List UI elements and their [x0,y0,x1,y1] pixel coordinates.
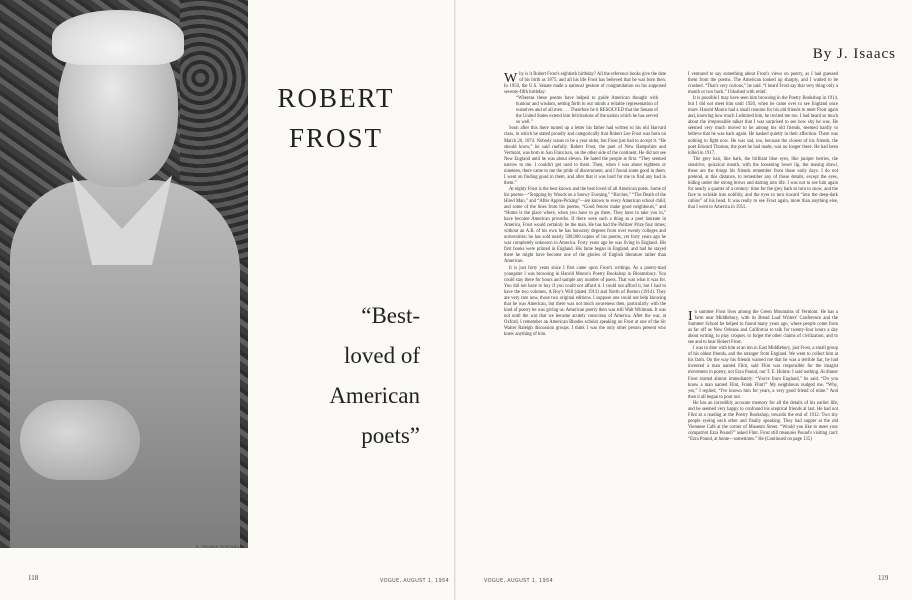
photo-credit: E. THOMAS MCKENNA [196,545,240,549]
article-column-1 [504,72,666,338]
paragraph: At eighty Frost is the best known and the best loved of all American poets. Some of his poems—“Stopping by Woods on a Snowy Evening,” “Birches,” “The Death of the Hired Man,” and “After Apple-Picking”—are known to every American school child, and some of the lines from his poems, “Good fences make good neighbours,” and “Home is the place where, when you have to go there, They have to take you in,” have become American proverbs. If there were such a thing as a poet laureate in America, Frost would certainly be the man. He has had the Pulitzer Prize four times; without an A.B. of his own he has honorary degrees from over twenty colleges and universities; he has sold nearly 500,000 copies of his poems, yet forty years ago he was completely unknown in America. Forty years ago he was living in England. His first books were printed in England. His fame began in England, and had he stayed there he might have become one of the glories of English literature rather than American. [504,186,666,265]
folio-left: VOGUE, AUGUST 1, 1954 [380,578,449,584]
page-number-left: 118 [28,574,39,582]
photo-hair [52,10,184,65]
headline [256,78,416,158]
paragraph: It is possible I may have seen him browsing in the Poetry Bookshop in 1914, but I did not meet him until 1920, when he came over to see England once more. Harold Monro had a small reunion for his old friends to meet Frost again and, knowing how much I admired him, he invited me too. I had heard so much about the irrepressible talker that I was surprised to see how shy he was. He seemed very much moved to be among his old friends, seemed hardly to believe that he was back again. He basked quietly in their affection. There was nothing to fight now. He was sad, too, because the closest of his friends, the poet Edward Thomas, the poet he had made, was no longer there. He had been killed in 1917. [688,96,838,156]
tagline-line: American [329,383,420,408]
tagline [286,296,420,456]
paragraph: He has an incredibly accurate memory for all the details of his earlier life, and he seemed very happy to confound his sceptical friends at last. He had not Flint at a reading at the Poetry Bookshop, towards the end of 1912. Two shy people eyeing each other and finally speaking. They had supper at the old Viennese Café at the corner of Museum Street. “Would you like to meet your compatriot Ezra Pound?” asked Flint. Frost still treasures Pound's visiting card: “Ezra Pound, at home—sometimes.” He (Continued on page 135) [688,400,838,442]
paragraph: I ventured to say something about Frost's views on poetry, as I had guessed them from the poems. The American looked up sharply, and I waited to be crushed. “That's very curious,” he said. “I heard Frost say that very thing only a month or two back.” I blushed with relief. [688,72,838,96]
page-number-right: 119 [878,574,889,582]
drop-cap: I [688,309,693,324]
drop-cap: W [504,71,518,86]
tagline-line: poets” [361,423,420,448]
paragraph: It is just forty years since I first came upon Frost's writings. As a poetry-mad youngster I was browsing in Harold Monro's Poetry Bookshop in Bloomsbury. You could stay there for hours and sample any number of poets. That was what it was for. You did not have to buy if you could not afford it. I could not afford it, but I had to have the two volumes, A Boy's Will (dated 1913) and North of Boston (1914). They are very rare now, those two original editions. I suppose one could not help knowing that he was American, but there was not much awareness then, particularly with the kind of poetry he was giving us. American poetry then was still Walt Whitman. It was not until the war that we became acutely conscious of America. After the war, at Oxford, I remember an American Rhodes scholar speaking on Frost at one of the Sir Walter Raleigh discussion groups. I think I was the only other person present who knew anything of him. [504,265,666,338]
paragraph: Why is it Robert Frost's eightieth birthday? All the reference books give the date of his birth as 1875, and all his life Frost has believed that he was born then. In 1950, the U.S. Senate made a national gesture of congratulation on his supposed seventy-fifth birthday: [504,71,666,96]
byline: By J. Isaacs [812,46,896,62]
paragraph: The grey hair, like bark, the brilliant blue eyes, like juniper berries, the sensitive, quizzical mouth, with the loosening lower lip, the teasing drawl, these are the things his friends remember from those early days. I do not pretend, at this distance, to remember any of those details, except the eyes, hiding under the strong brows and darting into life. I was not to see him again for nearly a quarter of a century: time for the grey bark to turn to snow, and the face to wrinkle into nobility, and the eyes to turn inward “into the deep-dark cabins” of his head. It was really to see Frost again, more than anything else, that I went to America in 1951. [688,156,838,211]
article-column-2 [688,72,838,211]
portrait-photo [0,0,248,548]
headline-line-2: FROST [288,123,384,153]
article-column-2-lower [688,310,838,443]
paragraph: I was to dine with him at an inn in East Middlebury, just Frost, a small group of his oldest friends, and the stranger from England. We went to collect him at his farm. On the way his friends warned me that he was a terrible liar, he had invented a man named Flint, said Flint was responsible for the imagist movement in poetry, not Ezra Pound, nor T. E. Hulme. I said nothing. At dinner Frost started almost immediately: “You're from England,” he said. “Do you know a man named Flint, Frank Flint?” My neighbours nudged me. “Why, yes,” I replied, “I've known him for years, a very good friend of mine.” And then it all began to pour out. [688,346,838,400]
photo-hand [20,400,140,480]
tagline-line: loved of [343,343,420,368]
paragraph: In summer Frost lives among the Green Mountains of Vermont. He has a farm near Middlebury, with its Bread Loaf Writers' Conference and the Summer School he helped to found many years ago, where people come from as far off as New Orleans and California to talk for twenty-four hours a day about writing, to play croquet, to forget the other claims of civilization, and to see and to hear Robert Frost. [688,309,838,346]
headline-line-1: ROBERT [277,83,395,113]
right-page [456,0,912,600]
paragraph: Soon after this there turned up a letter his father had written to his old Harvard class, in which he stated proudly and categorically that Robert Lee Frost was born on March 26, 1874. Nobody wants to be a year older, but Frost just had to accept it. “He should know,” he said ruefully. Robert Frost, the poet of New Hampshire and Vermont, was born in San Francisco, on the other side of the continent. He did not see New England until he was about eleven. He hated the people at first. “They seemed narrow to me. I couldn't get used to them. Then, when I was about eighteen or nineteen, there came to me the pride of discernment, and I found some good in them. I went on finding good in them, and after that it was hard for me to find any bad in them.” [504,126,666,186]
folio-right: VOGUE, AUGUST 1, 1954 [484,578,553,584]
senate-quote: “Whereas these poems have helped to guide American thought with humour and wisdom, setting forth to our minds a reliable representation of ourselves and of all men . . . Therefore be it RESOLVED that the Senate of the United States extend him felicitations of the nation which he has served so well.” [516,96,658,126]
tagline-line: “Best- [361,303,420,328]
